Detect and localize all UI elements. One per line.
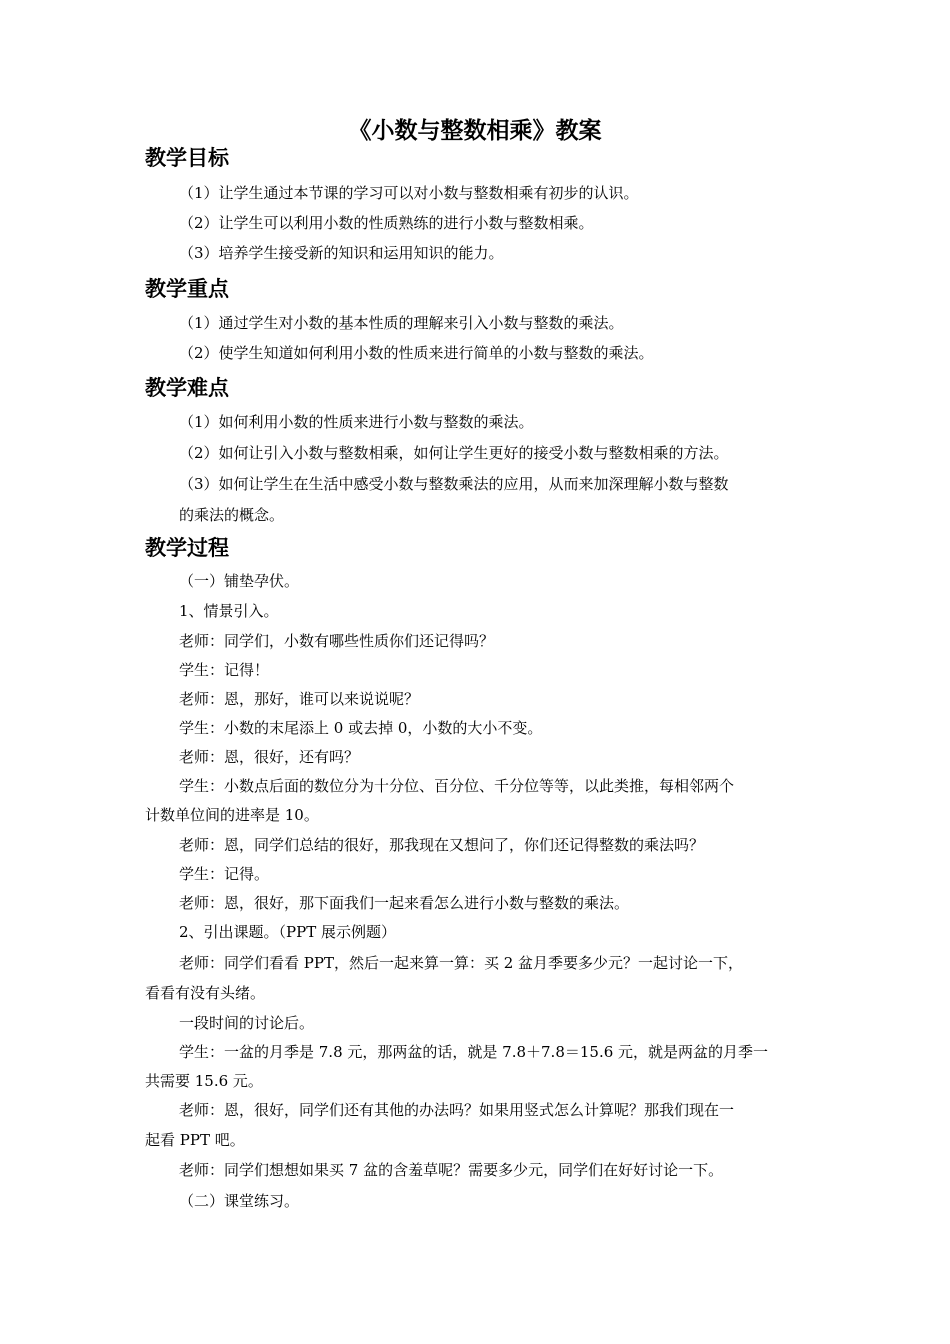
difficulty-item: （2）如何让引入小数与整数相乘，如何让学生更好的接受小数与整数相乘的方法。 <box>179 444 729 462</box>
heading-objectives: 教学目标 <box>145 145 229 170</box>
process-line: 起看 PPT 吧。 <box>145 1131 245 1149</box>
process-line: （一）铺垫孕伏。 <box>179 572 300 590</box>
process-line: 共需要 15.6 元。 <box>145 1072 263 1090</box>
process-line: 老师：恩，很好，那下面我们一起来看怎么进行小数与整数的乘法。 <box>179 894 630 912</box>
process-line: 学生：一盆的月季是 7.8 元，那两盆的话，就是 7.8＋7.8＝15.6 元，就是两盆的月季一 <box>179 1043 769 1061</box>
heading-difficulties: 教学难点 <box>145 375 229 400</box>
key-point-item: （1）通过学生对小数的基本性质的理解来引入小数与整数的乘法。 <box>179 314 624 332</box>
process-line: 学生：记得。 <box>179 865 270 883</box>
process-line: 学生：记得！ <box>179 661 270 679</box>
process-line: （二）课堂练习。 <box>179 1192 300 1210</box>
process-line: 1、情景引入。 <box>179 602 279 620</box>
objective-item: （1）让学生通过本节课的学习可以对小数与整数相乘有初步的认识。 <box>179 184 639 202</box>
heading-process: 教学过程 <box>145 535 229 560</box>
difficulty-item-continued: 的乘法的概念。 <box>179 506 285 524</box>
process-line: 老师：同学们想想如果买 7 盆的含羞草呢？需要多少元，同学们在好好讨论一下。 <box>179 1161 724 1179</box>
process-line: 老师：恩，很好，还有吗？ <box>179 748 360 766</box>
objective-item: （3）培养学生接受新的知识和运用知识的能力。 <box>179 244 504 262</box>
difficulty-item: （1）如何利用小数的性质来进行小数与整数的乘法。 <box>179 413 534 431</box>
objective-item: （2）让学生可以利用小数的性质熟练的进行小数与整数相乘。 <box>179 214 594 232</box>
process-line: 学生：小数的末尾添上 0 或去掉 0，小数的大小不变。 <box>179 719 543 737</box>
process-line: 一段时间的讨论后。 <box>179 1014 315 1032</box>
process-line: 老师：恩，同学们总结的很好，那我现在又想问了，你们还记得整数的乘法吗？ <box>179 836 705 854</box>
process-line: 老师：恩，很好，同学们还有其他的办法吗？如果用竖式怎么计算呢？那我们现在一 <box>179 1101 735 1119</box>
process-line: 学生：小数点后面的数位分为十分位、百分位、千分位等等，以此类推，每相邻两个 <box>179 777 735 795</box>
difficulty-item: （3）如何让学生在生活中感受小数与整数乘法的应用，从而来加深理解小数与整数 <box>179 475 729 493</box>
key-point-item: （2）使学生知道如何利用小数的性质来进行简单的小数与整数的乘法。 <box>179 344 654 362</box>
document-title: 《小数与整数相乘》教案 <box>348 117 602 144</box>
process-line: 老师：同学们看看 PPT，然后一起来算一算：买 2 盆月季要多少元？一起讨论一下， <box>179 954 744 972</box>
heading-key-points: 教学重点 <box>145 276 229 301</box>
process-line: 看看有没有头绪。 <box>145 984 266 1002</box>
process-line: 计数单位间的进率是 10。 <box>145 806 319 824</box>
process-line: 老师：恩，那好，谁可以来说说呢？ <box>179 690 420 708</box>
process-line: 2、引出课题。（PPT 展示例题） <box>179 923 397 941</box>
process-line: 老师：同学们，小数有哪些性质你们还记得吗？ <box>179 632 495 650</box>
